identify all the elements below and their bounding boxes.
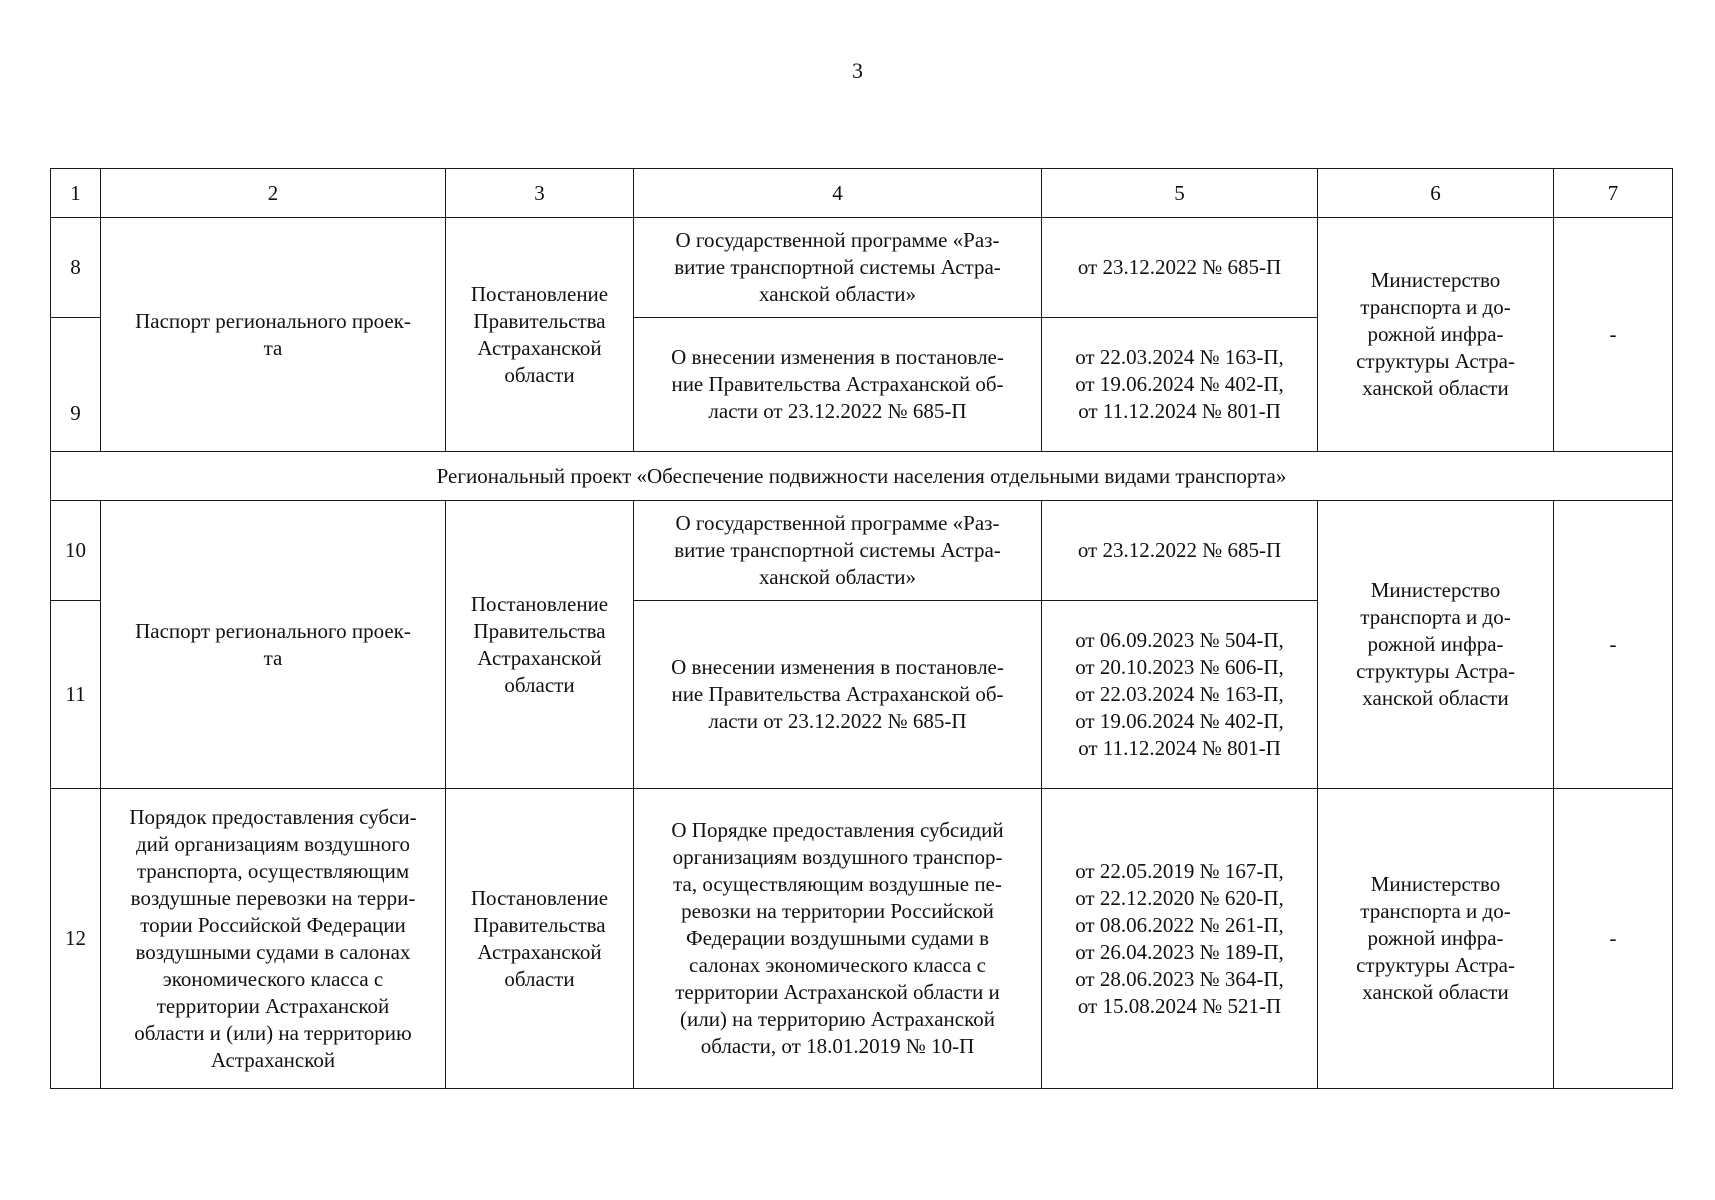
header-cell: 2: [101, 169, 446, 218]
responsible-body-cell: Министерство транспорта и до- рожной инфра- структуры Астра- ханской области: [1318, 789, 1554, 1089]
document-title-cell: О внесении изменения в постановле- ние Правительства Астраханской об- ласти от 23.12.2022 № 685-П: [634, 601, 1042, 789]
page-number: 3: [852, 58, 863, 83]
document-date-cell: от 22.03.2024 № 163-П, от 19.06.2024 № 402-П, от 11.12.2024 № 801-П: [1042, 318, 1318, 452]
section-title: Региональный проект «Обеспечение подвижности населения отдельными видами транспорта»: [51, 452, 1673, 501]
document-name-cell: Паспорт регионального проек- та: [101, 501, 446, 789]
table-row: [51, 789, 1673, 1089]
header-cell: 7: [1554, 169, 1673, 218]
note-cell: -: [1554, 501, 1673, 789]
table-row: [51, 218, 1673, 318]
row-number: 11: [51, 601, 101, 789]
document-name-cell: Паспорт регионального проек- та: [101, 218, 446, 452]
table-row: [51, 501, 1673, 601]
row-number: 8: [51, 218, 101, 318]
section-row: [51, 452, 1673, 501]
document-date-cell: от 23.12.2022 № 685-П: [1042, 218, 1318, 318]
header-cell: 1: [51, 169, 101, 218]
row-number: 9: [51, 318, 101, 452]
document-title-cell: О внесении изменения в постановле- ние Правительства Астраханской об- ласти от 23.12.2022 № 685-П: [634, 318, 1042, 452]
document-type-cell: Постановление Правительства Астраханской области: [446, 789, 634, 1089]
row-number: 10: [51, 501, 101, 601]
document-name-cell: Порядок предоставления субси- дий организациям воздушного транспорта, осуществляющим воздушные перевозки на терри- тории Российской Федерации воздушными судами в салонах экономического класса с территории Астраханской области и (или) на территорию Астраханской: [101, 789, 446, 1089]
header-cell: 6: [1318, 169, 1554, 218]
document-title-cell: О государственной программе «Раз- витие транспортной системы Астра- ханской области»: [634, 501, 1042, 601]
regulations-table: [50, 168, 1673, 1089]
document-title-cell: О государственной программе «Раз- витие транспортной системы Астра- ханской области»: [634, 218, 1042, 318]
header-cell: 5: [1042, 169, 1318, 218]
document-type-cell: Постановление Правительства Астраханской области: [446, 501, 634, 789]
note-cell: -: [1554, 789, 1673, 1089]
document-title-cell: О Порядке предоставления субсидий организациям воздушного транспор- та, осуществляющим воздушные пе- ревозки на территории Российской Федерации воздушными судами в салонах экономического класса с территории Астраханской области и (или) на территорию Астраханской области, от 18.01.2019 № 10-П: [634, 789, 1042, 1089]
responsible-body-cell: Министерство транспорта и до- рожной инфра- структуры Астра- ханской области: [1318, 501, 1554, 789]
document-date-cell: от 23.12.2022 № 685-П: [1042, 501, 1318, 601]
responsible-body-cell: Министерство транспорта и до- рожной инфра- структуры Астра- ханской области: [1318, 218, 1554, 452]
document-date-cell: от 22.05.2019 № 167-П, от 22.12.2020 № 620-П, от 08.06.2022 № 261-П, от 26.04.2023 № 189-П, от 28.06.2023 № 364-П, от 15.08.2024 № 521-П: [1042, 789, 1318, 1089]
header-cell: 4: [634, 169, 1042, 218]
document-type-cell: Постановление Правительства Астраханской области: [446, 218, 634, 452]
note-cell: -: [1554, 218, 1673, 452]
row-number: 12: [51, 789, 101, 1089]
header-cell: 3: [446, 169, 634, 218]
document-date-cell: от 06.09.2023 № 504-П, от 20.10.2023 № 606-П, от 22.03.2024 № 163-П, от 19.06.2024 № 402-П, от 11.12.2024 № 801-П: [1042, 601, 1318, 789]
table-header-row: [51, 169, 1673, 218]
